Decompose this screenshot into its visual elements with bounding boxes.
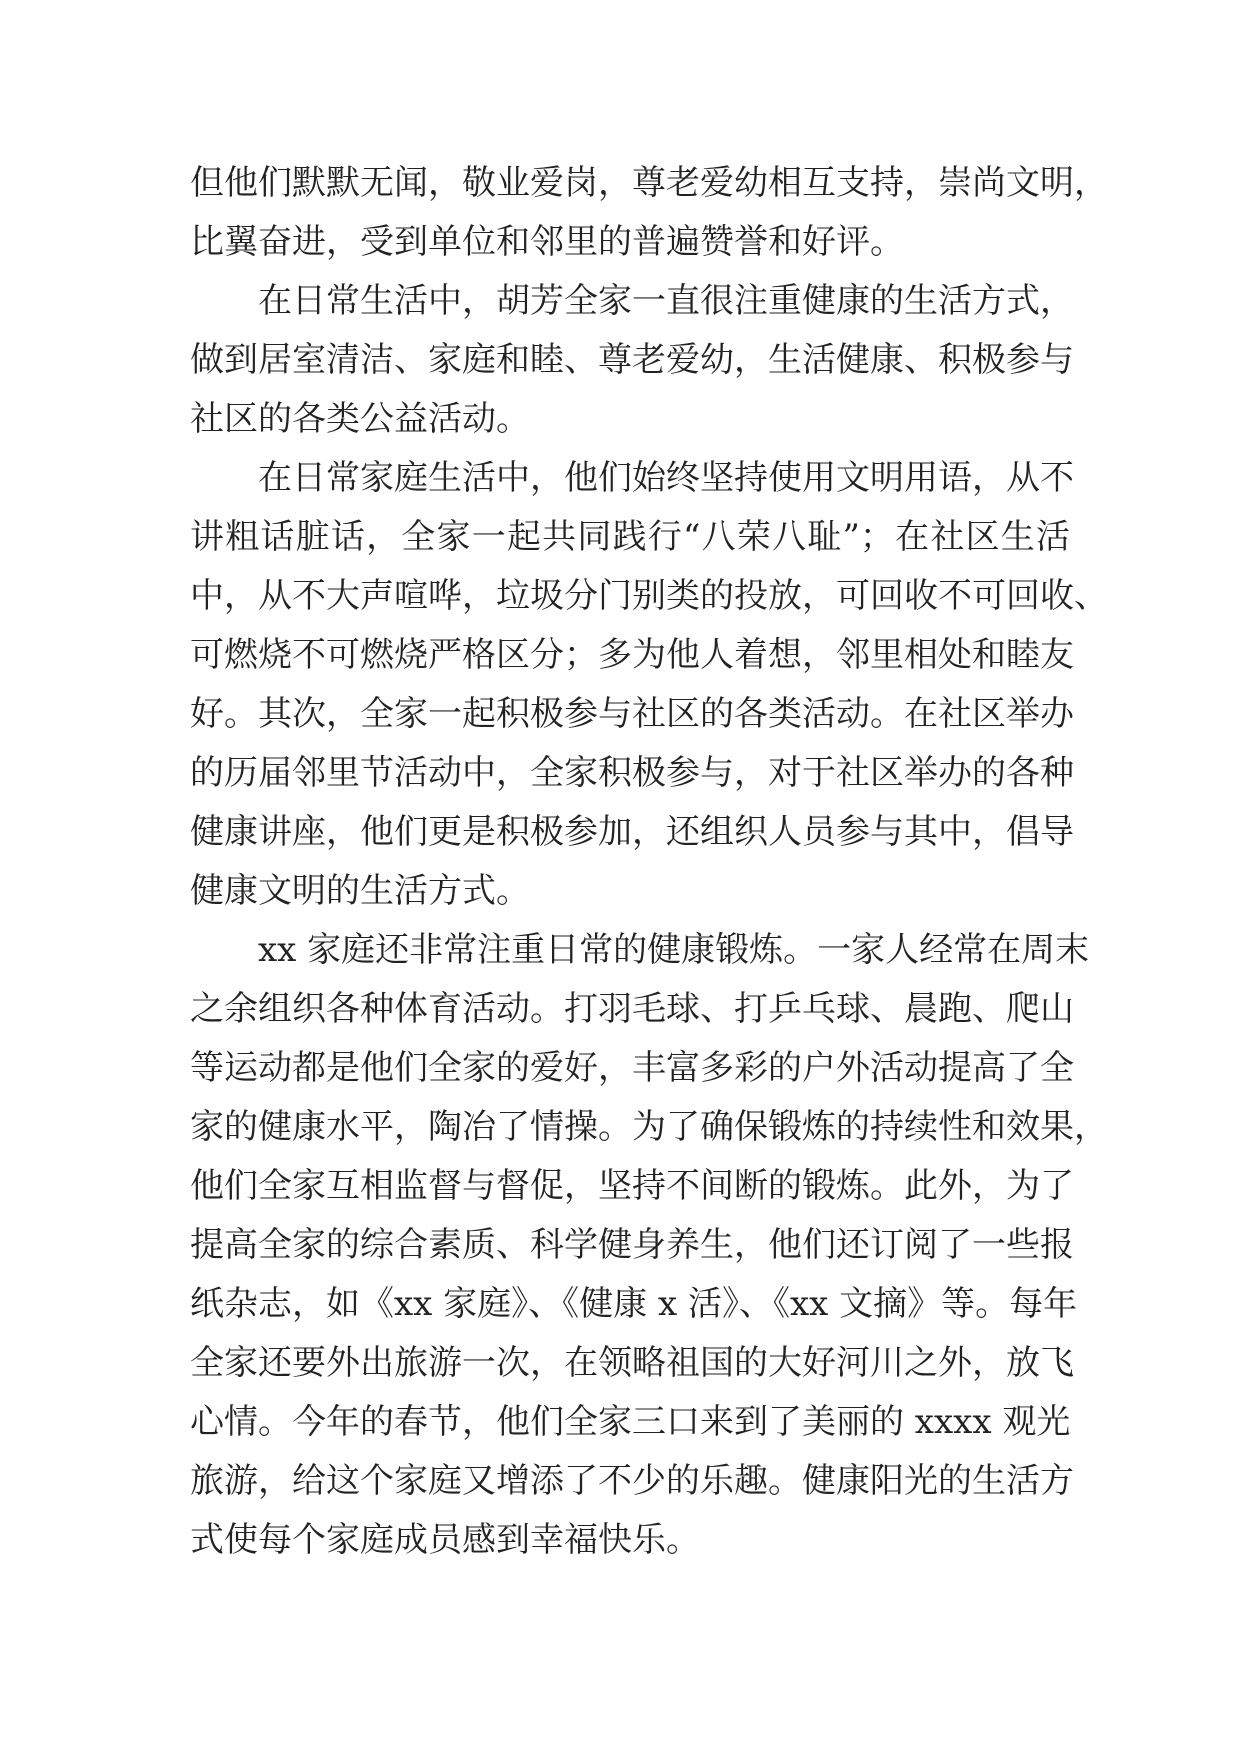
text-line: 等运动都是他们全家的爱好，丰富多彩的户外活动提高了全 xyxy=(190,1048,1074,1088)
text-line: 做到居室清洁、家庭和睦、尊老爱幼，生活健康、积极参与 xyxy=(190,340,1074,380)
text-line: xx 家庭还非常注重日常的健康锻炼。一家人经常在周末 xyxy=(258,930,1090,970)
text-line: 社区的各类公益活动。 xyxy=(190,399,530,439)
text-line: 但他们默默无闻，敬业爱岗，尊老爱幼相互支持，崇尚文明， xyxy=(190,163,1108,203)
text-line: 式使每个家庭成员感到幸福快乐。 xyxy=(190,1520,700,1560)
text-line: 提高全家的综合素质、科学健身养生，他们还订阅了一些报 xyxy=(190,1225,1074,1265)
text-line: 在日常家庭生活中，他们始终坚持使用文明用语，从不 xyxy=(258,458,1074,498)
text-line: 好。其次，全家一起积极参与社区的各类活动。在社区举办 xyxy=(190,694,1074,734)
text-line: 纸杂志，如《xx 家庭》、《健康 x 活》、《xx 文摘》等。每年 xyxy=(190,1284,1078,1324)
text-line: 健康讲座，他们更是积极参加，还组织人员参与其中，倡导 xyxy=(190,812,1074,852)
text-line: 讲粗话脏话，全家一起共同践行“八荣八耻”；在社区生活 xyxy=(190,517,1070,557)
text-line: 中，从不大声喧哗，垃圾分门别类的投放，可回收不可回收、 xyxy=(190,576,1108,616)
text-line: 健康文明的生活方式。 xyxy=(190,871,530,911)
text-line: 之余组织各种体育活动。打羽毛球、打乒乓球、晨跑、爬山 xyxy=(190,989,1074,1029)
text-line: 心情。今年的春节，他们全家三口来到了美丽的 xxxx 观光 xyxy=(190,1402,1071,1442)
text-line: 家的健康水平，陶冶了情操。为了确保锻炼的持续性和效果， xyxy=(190,1107,1108,1147)
document-body xyxy=(190,154,1108,1570)
text-line: 全家还要外出旅游一次，在领略祖国的大好河川之外，放飞 xyxy=(190,1343,1074,1383)
text-line: 的历届邻里节活动中，全家积极参与，对于社区举办的各种 xyxy=(190,753,1074,793)
text-line: 在日常生活中，胡芳全家一直很注重健康的生活方式， xyxy=(258,281,1074,321)
text-line: 可燃烧不可燃烧严格区分；多为他人着想，邻里相处和睦友 xyxy=(190,635,1074,675)
text-line: 旅游，给这个家庭又增添了不少的乐趣。健康阳光的生活方 xyxy=(190,1461,1074,1501)
text-line: 比翼奋进，受到单位和邻里的普遍赞誉和好评。 xyxy=(190,222,904,262)
text-line: 他们全家互相监督与督促，坚持不间断的锻炼。此外，为了 xyxy=(190,1166,1074,1206)
